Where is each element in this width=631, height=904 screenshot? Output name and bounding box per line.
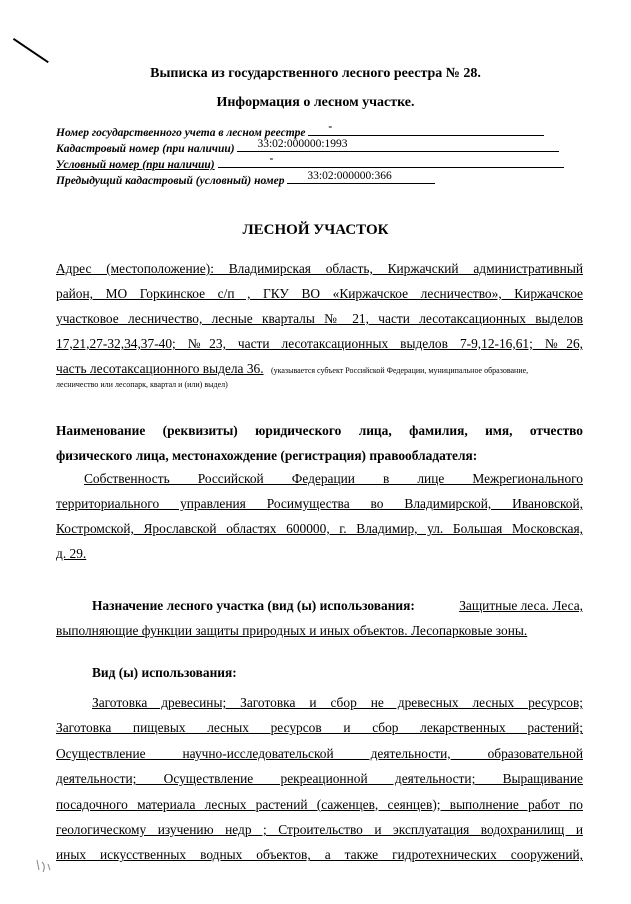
address-block xyxy=(56,256,583,383)
previous-row xyxy=(56,172,435,187)
owner-heading-line: Наименование (реквизиты) юридического лица, фамилия, имя, отчество xyxy=(56,423,583,438)
address-line: район, МО Горкинское с/п , ГКУ ВО «Киржачское лесничество», Киржачское xyxy=(56,286,583,301)
uses-line: Заготовка древесины; Заготовка и сбор не древесных лесных ресурсов; xyxy=(92,695,583,710)
uses-line: геологическому изучению недр ; Строительство и эксплуатация водохранилищ и xyxy=(56,822,583,838)
owner-heading-line: физического лица, местонахождение (регистрация) правообладателя: xyxy=(56,448,478,463)
address-note-continued: лесничество или лесопарк, квартал и (или) выдел) xyxy=(56,380,228,389)
owner-line: д. 29. xyxy=(56,546,87,561)
uses-line: посадочного материала лесных растений (саженцев, сеянцев); выполнение работ по xyxy=(56,796,583,812)
previous-value: 33:02:000000:366 xyxy=(307,170,392,182)
scan-speck-mark xyxy=(34,856,58,876)
uses-line: Осуществление научно-исследовательской деятельности, образовательной xyxy=(56,745,583,761)
uses-line: деятельности; Осуществление рекреационной деятельности; Выращивание xyxy=(56,771,583,787)
state-reg-label: Номер государственного учета в лесном реестре xyxy=(56,127,306,139)
owner-line: Костромской, Ярославской областях 600000, г. Владимир, ул. Большая Московская, xyxy=(56,521,583,536)
state-reg-row xyxy=(56,121,544,139)
previous-label: Предыдущий кадастровый (условный) номер xyxy=(56,175,285,187)
document-subtitle: Информация о лесном участке. xyxy=(216,95,415,110)
purpose-value-continued: выполняющие функции защиты природных и иных объектов. Лесопарковые зоны. xyxy=(56,623,528,638)
conditional-label: Условный номер (при наличии) xyxy=(56,159,215,171)
purpose-value: Защитные леса. Леса, xyxy=(459,598,583,613)
state-reg-field xyxy=(308,121,544,136)
uses-line: иных искусственных водных объектов, а также гидротехнических сооружений, xyxy=(56,847,583,863)
previous-field xyxy=(287,172,435,184)
purpose-label: Назначение лесного участка (вид (ы) использования: xyxy=(92,598,415,613)
conditional-row xyxy=(56,153,564,171)
uses-block xyxy=(56,690,583,868)
cadastral-label: Кадастровый номер (при наличии) xyxy=(56,143,235,155)
state-reg-value: - xyxy=(328,121,333,133)
document-title: Выписка из государственного лесного реестра № 28. xyxy=(150,66,481,81)
uses-heading: Вид (ы) использования: xyxy=(92,665,237,680)
conditional-field xyxy=(218,153,564,168)
address-line: часть лесотаксационного выдела 36. xyxy=(56,361,264,376)
cadastral-field xyxy=(237,140,559,152)
address-line: Адрес (местоположение): Владимирская область, Киржачский административный xyxy=(56,261,583,276)
conditional-value: - xyxy=(269,153,274,165)
uses-line: Заготовка пищевых лесных ресурсов и сбор лекарственных растений; xyxy=(56,720,583,736)
owner-line: территориального управления Росимущества во Владимирской, Ивановской, xyxy=(56,496,583,511)
owner-block xyxy=(56,466,583,566)
cadastral-row xyxy=(56,140,559,155)
owner-heading xyxy=(56,418,583,468)
address-note: (указывается субъект Российской Федерации, муниципальное образование, xyxy=(270,366,529,375)
purpose-block xyxy=(56,593,583,643)
section-title: ЛЕСНОЙ УЧАСТОК xyxy=(242,222,389,238)
address-line: 17,21,27-32,34,37-40; №23, части лесотаксационных выделов 7-9,12-16,61; №26, xyxy=(56,336,583,351)
address-line: участковое лесничество, лесные кварталы № 21, части лесотаксационных выделов xyxy=(56,311,583,326)
cadastral-value: 33:02:000000:1993 xyxy=(257,138,348,150)
pen-stroke-mark xyxy=(13,38,49,63)
owner-line: Собственность Российской Федерации в лице Межрегионального xyxy=(84,471,583,486)
